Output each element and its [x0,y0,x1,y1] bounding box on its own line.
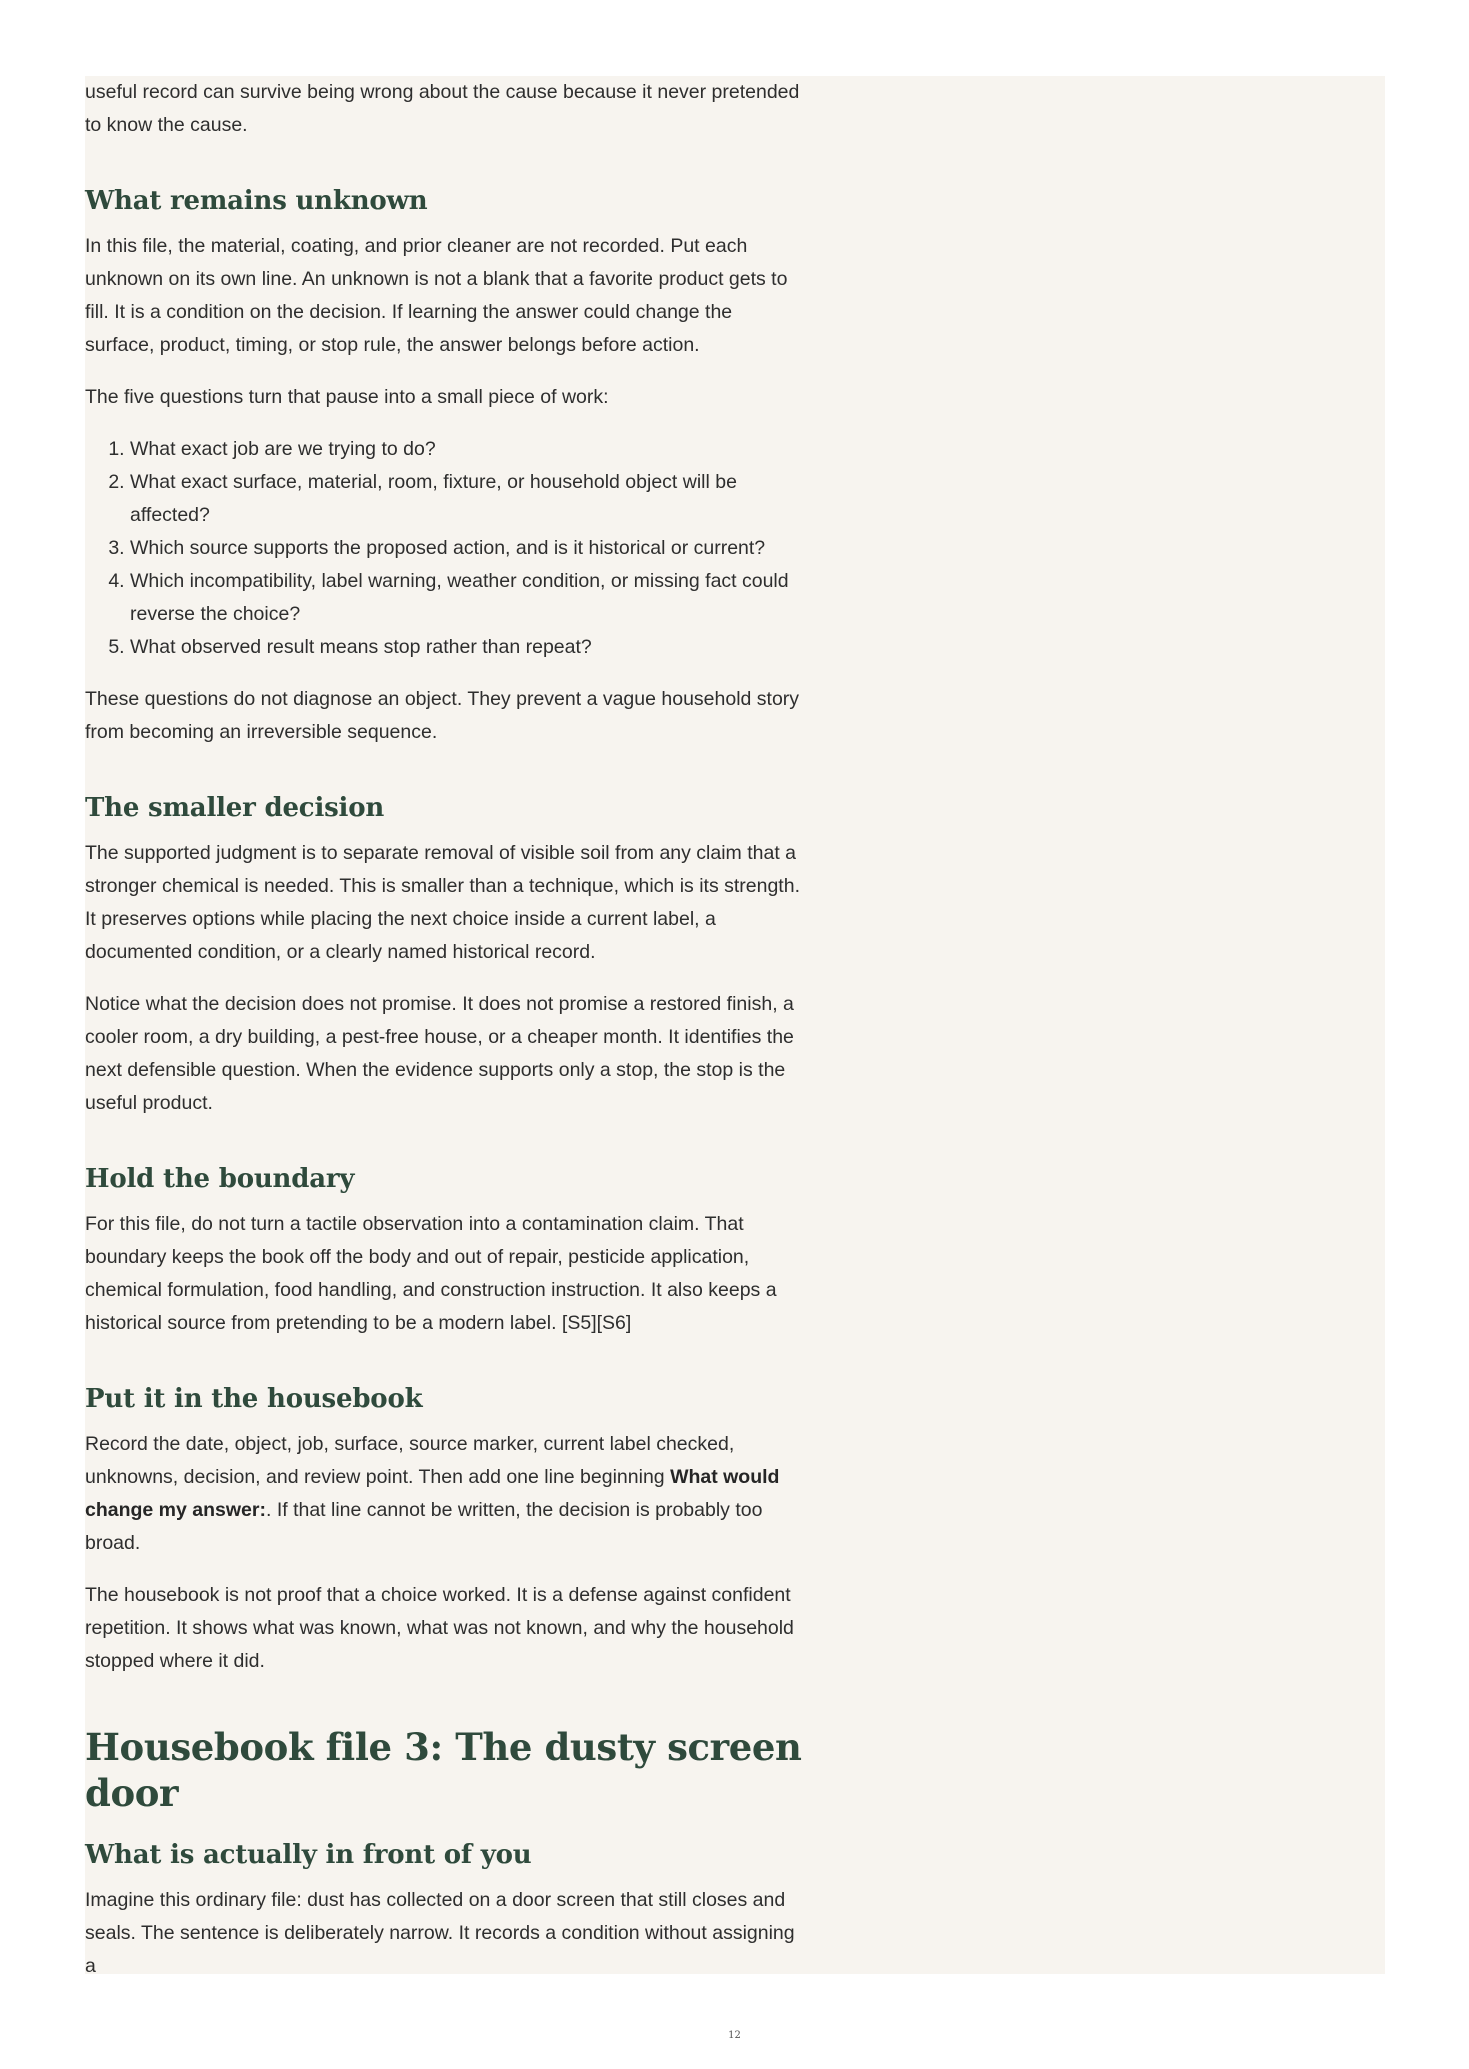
paragraph: In this file, the material, coating, and prior cleaner are not recorded. Put each unknown on its own line. An unknown is not a blank that a favorite product gets to fill. It is a condition on the decision. If learning the answer could change the surface, product, timing, or stop rule, the answer belongs before action. [85,235,788,356]
paragraph [85,1428,805,1560]
section-heading-put-it-in-the-housebook: Put it in the housebook [85,1384,423,1414]
section-heading-what-is-actually-in-front-of-you: What is actually in front of you [85,1840,532,1870]
chapter-title: Housebook file 3: The dusty screen door [85,1725,802,1815]
paragraph-text: . If that line cannot be written, the decision is probably too broad. [85,1499,763,1554]
paragraph: The supported judgment is to separate removal of visible soil from any claim that a stronger chemical is needed. This is smaller than a technique, which is its strength. It preserves options while placing the next choice inside a current label, a documented condition, or a clearly named historical record. [85,842,800,963]
document-body [85,76,805,2002]
list-item: 4. Which incompatibility, label warning, weather condition, or missing fact could reverse the choice? [130,565,805,631]
continuation-paragraph: useful record can survive being wrong about the cause because it never pretended to know the cause. [85,81,800,136]
section-heading-hold-the-boundary: Hold the boundary [85,1164,355,1194]
paragraph: Notice what the decision does not promise. It does not promise a restored finish, a cooler room, a dry building, a pest-free house, or a cheaper month. It identifies the next defensible question. When the evidence supports only a stop, the stop is the useful product. [85,993,794,1114]
paragraph: The housebook is not proof that a choice worked. It is a defense against confident repetition. It shows what was known, what was not known, and why the household stopped where it did. [85,1584,794,1672]
section-heading-what-remains-unknown: What remains unknown [85,186,428,216]
paragraph: Imagine this ordinary file: dust has collected on a door screen that still closes and seals. The sentence is deliberately narrow. It records a condition without assigning a [85,1889,795,1977]
list-item: 3. Which source supports the proposed action, and is it historical or current? [130,532,805,565]
page-number: 12 [728,2030,741,2041]
five-questions-list [85,433,805,664]
list-item: 2. What exact surface, material, room, fixture, or household object will be affected? [130,466,805,532]
bold-phrase: What would change my answer: [85,1466,780,1521]
paragraph: The five questions turn that pause into a small piece of work: [85,386,609,408]
paragraph: For this file, do not turn a tactile observation into a contamination claim. That boundary keeps the book off the body and out of repair, pesticide application, chemical formulation, food handling, and construction instruction. It also keeps a historical source from pretending to be a modern label. [S5][S6] [85,1213,777,1334]
paragraph-text: Record the date, object, job, surface, source marker, current label checked, unknowns, decision, and review point. Then add one line beginning [85,1433,735,1488]
section-heading-the-smaller-decision: The smaller decision [85,793,385,823]
list-item: 1. What exact job are we trying to do? [130,433,805,466]
paragraph: These questions do not diagnose an object. They prevent a vague household story from becoming an irreversible sequence. [85,688,800,743]
list-item: 5. What observed result means stop rather than repeat? [130,631,805,664]
